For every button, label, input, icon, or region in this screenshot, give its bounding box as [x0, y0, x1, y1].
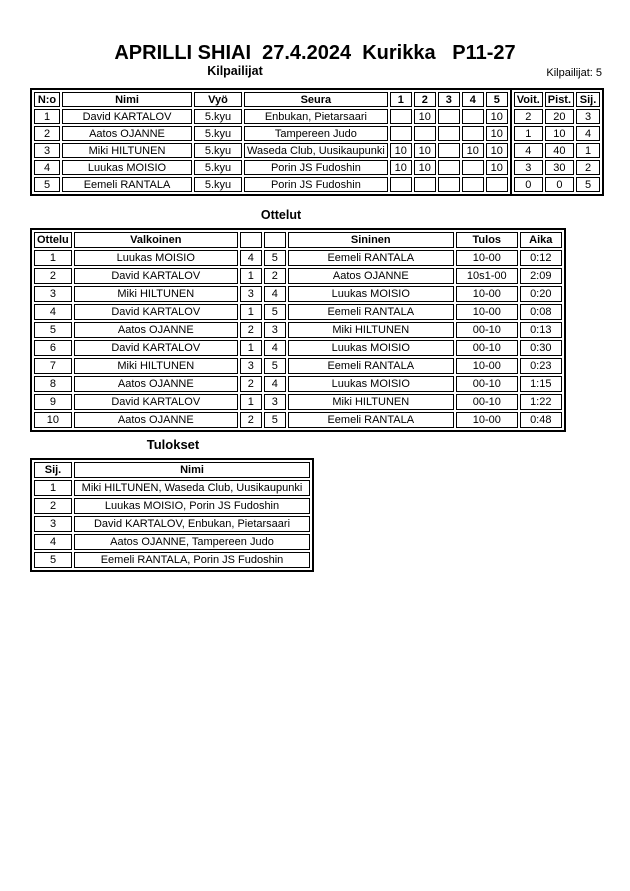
competitor-name: David KARTALOV	[62, 109, 192, 124]
match-result: 00-10	[456, 376, 518, 392]
result-rank: 5	[34, 552, 72, 568]
match-time: 0:13	[520, 322, 562, 338]
white-player-no: 2	[240, 412, 262, 428]
blue-player-no: 3	[264, 322, 286, 338]
white-player-no: 3	[240, 286, 262, 302]
competitor-name: Luukas MOISIO	[62, 160, 192, 175]
blue-player: Eemeli RANTALA	[288, 304, 454, 320]
result-competitor: Miki HILTUNEN, Waseda Club, Uusikaupunki	[74, 480, 310, 496]
score-cell	[438, 109, 460, 124]
competitor-belt: 5.kyu	[194, 177, 242, 192]
white-player-no: 2	[240, 322, 262, 338]
competitor-no: 2	[34, 126, 60, 141]
col-header-match: Ottelu	[34, 232, 72, 248]
score-cell: 10	[486, 160, 508, 175]
blue-player-no: 5	[264, 358, 286, 374]
competitor-belt: 5.kyu	[194, 160, 242, 175]
blue-player-no: 5	[264, 412, 286, 428]
competitor-club: Tampereen Judo	[244, 126, 388, 141]
col-header-result: Tulos	[456, 232, 518, 248]
match-row	[34, 322, 562, 338]
blue-player: Luukas MOISIO	[288, 340, 454, 356]
points-cell: 40	[545, 143, 574, 158]
blue-player: Luukas MOISIO	[288, 286, 454, 302]
competitor-club: Porin JS Fudoshin	[244, 160, 388, 175]
result-rank: 1	[34, 480, 72, 496]
col-header-name: Nimi	[62, 92, 192, 107]
matches-heading: Ottelut	[260, 208, 302, 222]
col-header-wins: Voit.	[514, 92, 543, 107]
white-player-no: 1	[240, 394, 262, 410]
match-time: 0:20	[520, 286, 562, 302]
points-cell: 0	[545, 177, 574, 192]
match-row	[34, 376, 562, 392]
match-no: 1	[34, 250, 72, 266]
points-cell: 30	[545, 160, 574, 175]
summary-row	[514, 160, 600, 175]
blue-player-no: 3	[264, 394, 286, 410]
match-row	[34, 250, 562, 266]
match-no: 5	[34, 322, 72, 338]
score-cell	[438, 177, 460, 192]
col-header-blue: Sininen	[288, 232, 454, 248]
white-player-no: 4	[240, 250, 262, 266]
col-header-white: Valkoinen	[74, 232, 238, 248]
score-cell: 10	[390, 160, 412, 175]
score-cell	[438, 143, 460, 158]
blue-player: Eemeli RANTALA	[288, 250, 454, 266]
competitors-summary-table	[510, 88, 604, 196]
match-time: 1:15	[520, 376, 562, 392]
match-time: 0:48	[520, 412, 562, 428]
match-time: 0:08	[520, 304, 562, 320]
wins-cell: 2	[514, 109, 543, 124]
score-cell	[462, 109, 484, 124]
competitor-name: Eemeli RANTALA	[62, 177, 192, 192]
results-heading: Tulokset	[146, 437, 200, 452]
col-header-competitor: Nimi	[74, 462, 310, 478]
competitor-row	[34, 126, 508, 141]
col-header-round-2: 2	[414, 92, 436, 107]
blue-player: Miki HILTUNEN	[288, 394, 454, 410]
result-rank: 3	[34, 516, 72, 532]
competitor-name: Miki HILTUNEN	[62, 143, 192, 158]
white-player: David KARTALOV	[74, 304, 238, 320]
score-cell: 10	[486, 126, 508, 141]
col-header-blue-no	[264, 232, 286, 248]
summary-row	[514, 143, 600, 158]
white-player: Aatos OJANNE	[74, 376, 238, 392]
col-header-white-no	[240, 232, 262, 248]
wins-cell: 3	[514, 160, 543, 175]
result-row	[34, 498, 310, 514]
white-player: Miki HILTUNEN	[74, 358, 238, 374]
white-player-no: 1	[240, 340, 262, 356]
wins-cell: 1	[514, 126, 543, 141]
score-cell	[438, 126, 460, 141]
match-no: 9	[34, 394, 72, 410]
competitor-name: Aatos OJANNE	[62, 126, 192, 141]
white-player: David KARTALOV	[74, 340, 238, 356]
match-no: 10	[34, 412, 72, 428]
blue-player-no: 4	[264, 340, 286, 356]
score-cell: 10	[486, 109, 508, 124]
match-row	[34, 304, 562, 320]
wins-cell: 0	[514, 177, 543, 192]
score-cell: 10	[414, 109, 436, 124]
blue-player-no: 4	[264, 286, 286, 302]
col-header-club: Seura	[244, 92, 388, 107]
result-competitor: David KARTALOV, Enbukan, Pietarsaari	[74, 516, 310, 532]
match-result: 10-00	[456, 304, 518, 320]
match-result: 00-10	[456, 394, 518, 410]
white-player: Luukas MOISIO	[74, 250, 238, 266]
score-cell	[462, 177, 484, 192]
competitors-table	[30, 88, 512, 196]
matches-header-row	[34, 232, 562, 248]
col-header-rank: Sij.	[34, 462, 72, 478]
competitor-no: 1	[34, 109, 60, 124]
blue-player-no: 2	[264, 268, 286, 284]
score-cell: 10	[414, 160, 436, 175]
white-player-no: 3	[240, 358, 262, 374]
col-header-round-5: 5	[486, 92, 508, 107]
result-rank: 2	[34, 498, 72, 514]
score-cell: 10	[462, 143, 484, 158]
white-player-no: 2	[240, 376, 262, 392]
result-row	[34, 516, 310, 532]
points-cell: 20	[545, 109, 574, 124]
match-row	[34, 394, 562, 410]
match-time: 0:30	[520, 340, 562, 356]
match-no: 7	[34, 358, 72, 374]
summary-header-row	[514, 92, 600, 107]
match-time: 1:22	[520, 394, 562, 410]
blue-player: Eemeli RANTALA	[288, 412, 454, 428]
blue-player-no: 5	[264, 304, 286, 320]
match-row	[34, 286, 562, 302]
competitor-belt: 5.kyu	[194, 109, 242, 124]
col-header-round-1: 1	[390, 92, 412, 107]
col-header-belt: Vyö	[194, 92, 242, 107]
blue-player: Miki HILTUNEN	[288, 322, 454, 338]
blue-player-no: 5	[264, 250, 286, 266]
competitor-club: Enbukan, Pietarsaari	[244, 109, 388, 124]
white-player: Aatos OJANNE	[74, 322, 238, 338]
match-row	[34, 358, 562, 374]
blue-player: Eemeli RANTALA	[288, 358, 454, 374]
competitor-belt: 5.kyu	[194, 143, 242, 158]
match-result: 10s1-00	[456, 268, 518, 284]
competitor-row	[34, 160, 508, 175]
match-result: 00-10	[456, 340, 518, 356]
match-result: 00-10	[456, 322, 518, 338]
match-row	[34, 340, 562, 356]
competitor-club: Porin JS Fudoshin	[244, 177, 388, 192]
col-header-round-4: 4	[462, 92, 484, 107]
competitor-row	[34, 177, 508, 192]
match-time: 0:12	[520, 250, 562, 266]
blue-player: Luukas MOISIO	[288, 376, 454, 392]
match-result: 10-00	[456, 412, 518, 428]
summary-row	[514, 126, 600, 141]
match-row	[34, 268, 562, 284]
competitor-row	[34, 143, 508, 158]
place-cell: 1	[576, 143, 600, 158]
competitors-table-group	[30, 88, 604, 196]
competitor-no: 3	[34, 143, 60, 158]
white-player: Miki HILTUNEN	[74, 286, 238, 302]
col-header-round-3: 3	[438, 92, 460, 107]
match-no: 6	[34, 340, 72, 356]
score-cell: 10	[414, 143, 436, 158]
result-row	[34, 534, 310, 550]
score-cell	[390, 126, 412, 141]
white-player-no: 1	[240, 268, 262, 284]
col-header-time: Aika	[520, 232, 562, 248]
score-cell	[414, 177, 436, 192]
blue-player: Aatos OJANNE	[288, 268, 454, 284]
result-row	[34, 480, 310, 496]
place-cell: 2	[576, 160, 600, 175]
score-cell	[390, 177, 412, 192]
competitor-no: 5	[34, 177, 60, 192]
white-player: David KARTALOV	[74, 268, 238, 284]
score-cell: 10	[486, 143, 508, 158]
score-cell	[438, 160, 460, 175]
result-competitor: Aatos OJANNE, Tampereen Judo	[74, 534, 310, 550]
wins-cell: 4	[514, 143, 543, 158]
match-row	[34, 412, 562, 428]
score-cell	[414, 126, 436, 141]
result-competitor: Eemeli RANTALA, Porin JS Fudoshin	[74, 552, 310, 568]
match-result: 10-00	[456, 250, 518, 266]
page-title: APRILLI SHIAI 27.4.2024 Kurikka P11-27	[114, 42, 516, 64]
match-no: 4	[34, 304, 72, 320]
competitors-count-label: Kilpailijat: 5	[546, 67, 602, 79]
place-cell: 3	[576, 109, 600, 124]
summary-row	[514, 177, 600, 192]
score-cell	[486, 177, 508, 192]
score-cell	[462, 126, 484, 141]
competitors-heading: Kilpailijat	[207, 64, 263, 78]
score-cell	[462, 160, 484, 175]
match-no: 2	[34, 268, 72, 284]
col-header-no: N:o	[34, 92, 60, 107]
match-no: 3	[34, 286, 72, 302]
matches-table	[30, 228, 566, 432]
result-competitor: Luukas MOISIO, Porin JS Fudoshin	[74, 498, 310, 514]
white-player: Aatos OJANNE	[74, 412, 238, 428]
points-cell: 10	[545, 126, 574, 141]
score-cell	[390, 109, 412, 124]
competitor-belt: 5.kyu	[194, 126, 242, 141]
results-header-row	[34, 462, 310, 478]
results-table	[30, 458, 314, 572]
competitor-no: 4	[34, 160, 60, 175]
match-time: 0:23	[520, 358, 562, 374]
competitor-row	[34, 109, 508, 124]
match-time: 2:09	[520, 268, 562, 284]
competitors-header-row	[34, 92, 508, 107]
result-rank: 4	[34, 534, 72, 550]
white-player-no: 1	[240, 304, 262, 320]
blue-player-no: 4	[264, 376, 286, 392]
score-cell: 10	[390, 143, 412, 158]
white-player: David KARTALOV	[74, 394, 238, 410]
match-result: 10-00	[456, 358, 518, 374]
result-row	[34, 552, 310, 568]
match-result: 10-00	[456, 286, 518, 302]
competitor-club: Waseda Club, Uusikaupunki	[244, 143, 388, 158]
summary-row	[514, 109, 600, 124]
place-cell: 5	[576, 177, 600, 192]
col-header-place: Sij.	[576, 92, 600, 107]
match-no: 8	[34, 376, 72, 392]
col-header-points: Pist.	[545, 92, 574, 107]
place-cell: 4	[576, 126, 600, 141]
